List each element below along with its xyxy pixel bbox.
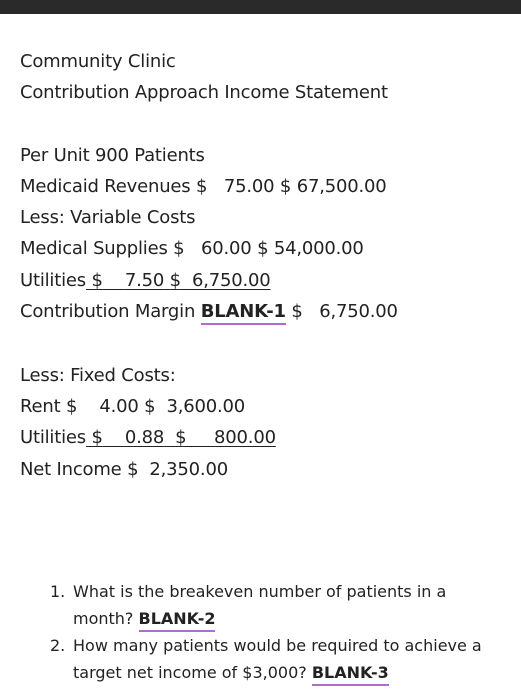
statement-title: Contribution Approach Income Statement xyxy=(20,82,388,103)
contribution-label: Contribution Margin xyxy=(20,301,196,322)
rent-currency-total: $ xyxy=(144,396,156,417)
supplies-label: Medical Supplies xyxy=(20,238,168,259)
less-variable-costs: Less: Variable Costs xyxy=(20,207,196,228)
contribution-row xyxy=(20,300,398,325)
question-list xyxy=(50,578,500,686)
variable-utilities-currency-unit: $ xyxy=(91,270,103,291)
question-text: What is the breakeven number of patients in a month? xyxy=(73,582,447,628)
org-name: Community Clinic xyxy=(20,51,176,72)
medicaid-unit: 75.00 xyxy=(223,176,275,197)
net-income-currency: $ xyxy=(127,459,139,480)
supplies-currency-total: $ xyxy=(257,238,269,259)
supplies-unit: 60.00 xyxy=(201,238,252,259)
medicaid-row xyxy=(20,175,387,199)
per-unit-header: Per Unit 900 Patients xyxy=(20,145,205,166)
blank-2-field[interactable]: BLANK-2 xyxy=(139,608,216,632)
medicaid-currency-unit: $ xyxy=(196,176,208,197)
fixed-utilities-currency-unit: $ xyxy=(91,427,103,448)
top-bar xyxy=(0,0,521,14)
variable-utilities-label: Utilities xyxy=(20,270,86,291)
contribution-total: 6,750.00 xyxy=(319,301,398,322)
net-income-label: Net Income xyxy=(20,459,122,480)
question-number: 2. xyxy=(50,636,66,655)
question-text-wrap xyxy=(73,632,500,686)
net-income-row xyxy=(20,458,228,482)
fixed-utilities-label: Utilities xyxy=(20,427,86,448)
fixed-utilities-currency-total: $ xyxy=(175,427,187,448)
variable-utilities-total: 6,750.00 xyxy=(191,270,271,291)
less-fixed-costs: Less: Fixed Costs: xyxy=(20,365,176,386)
question-item xyxy=(50,632,500,686)
medicaid-label: Medicaid Revenues xyxy=(20,176,191,197)
blank-1-field[interactable]: BLANK-1 xyxy=(201,301,286,325)
net-income-total: 2,350.00 xyxy=(149,459,228,480)
rent-row xyxy=(20,395,245,419)
medicaid-currency-total: $ xyxy=(279,176,292,197)
variable-utilities-row xyxy=(20,269,271,293)
medicaid-total: 67,500.00 xyxy=(296,176,387,197)
question-item xyxy=(50,578,500,632)
rent-unit: 4.00 xyxy=(99,396,139,417)
fixed-utilities-row xyxy=(20,426,276,450)
variable-utilities-currency-total: $ xyxy=(169,270,181,291)
rent-total: 3,600.00 xyxy=(166,396,246,417)
rent-label: Rent xyxy=(20,396,61,417)
supplies-currency-unit: $ xyxy=(173,238,185,259)
supplies-row xyxy=(20,237,364,261)
rent-currency-unit: $ xyxy=(65,396,78,417)
supplies-total: 54,000.00 xyxy=(273,238,364,259)
question-text: How many patients would be required to achieve a target net income of $3,000? xyxy=(73,636,482,682)
question-text-wrap xyxy=(73,578,500,632)
question-number: 1. xyxy=(50,582,66,601)
blank-3-field[interactable]: BLANK-3 xyxy=(312,662,389,686)
variable-utilities-unit: 7.50 xyxy=(124,270,165,291)
contribution-currency: $ xyxy=(291,301,303,322)
fixed-utilities-total: 800.00 xyxy=(214,427,276,448)
fixed-utilities-unit: 0.88 xyxy=(124,427,165,448)
